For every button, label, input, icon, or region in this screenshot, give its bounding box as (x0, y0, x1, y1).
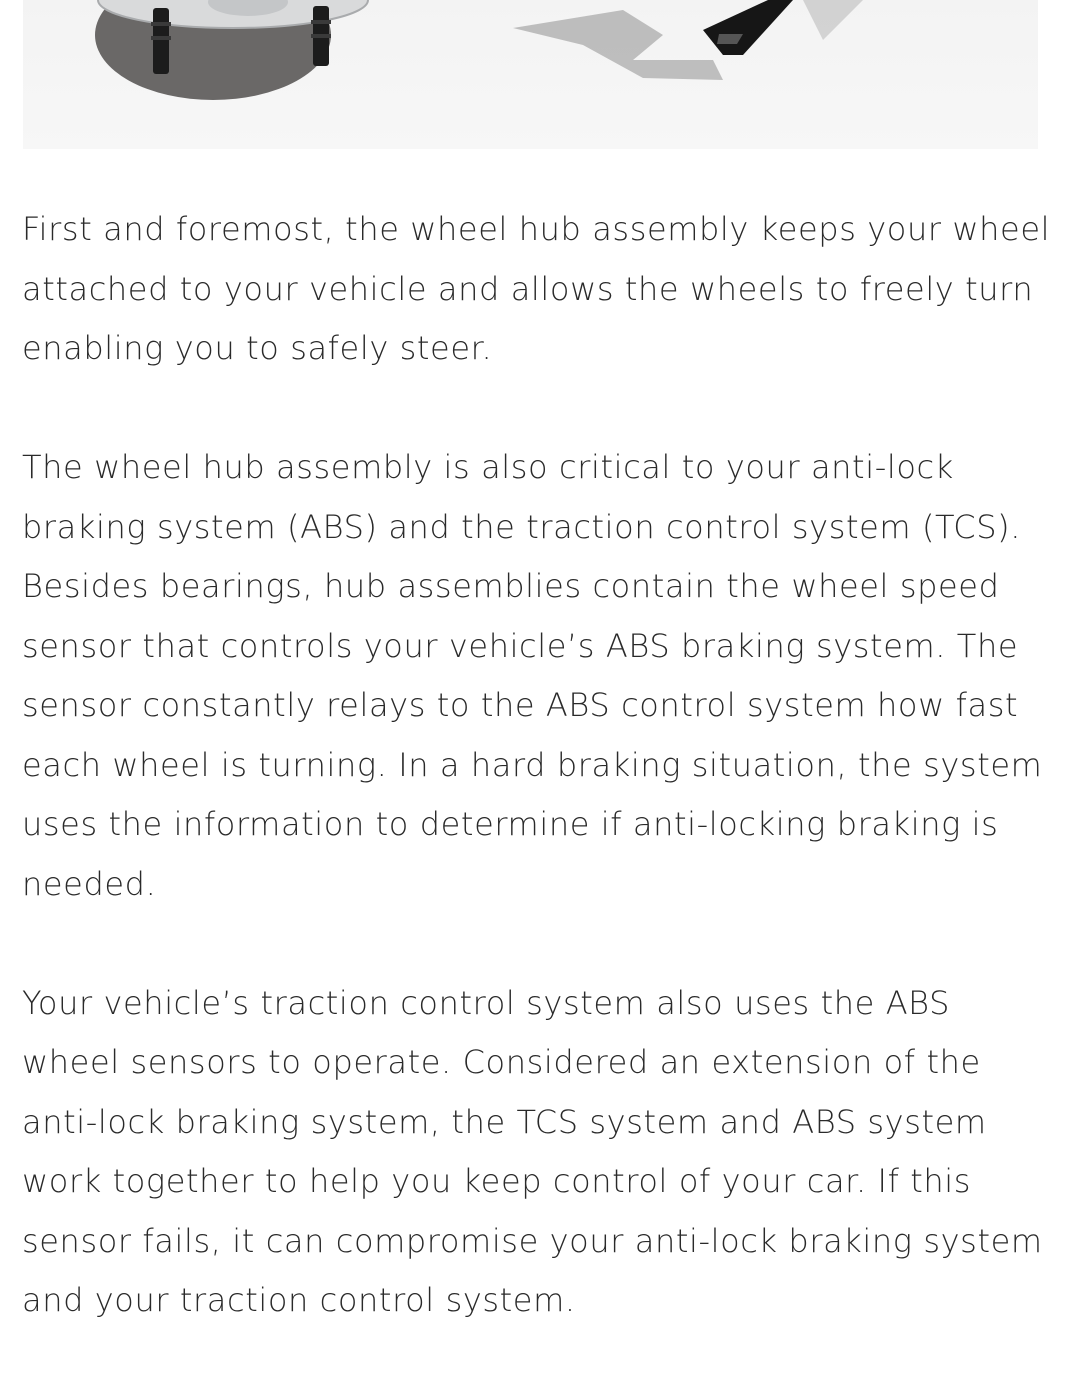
paragraph-tcs: Your vehicle’s traction control system also uses the ABS wheel sensors to operate. Considered an extension of the anti-lock braking system, the TCS system and ABS system work together to help you keep control of your car. If this sensor fails, it can compromise your anti-lock braking system and your traction control system. (22, 983, 1043, 1319)
wheel-hub-photo (23, 0, 1038, 149)
wheel-speed-sensor (703, 0, 793, 55)
sensor-shadow (513, 10, 723, 80)
paragraph-intro: First and foremost, the wheel hub assembly keeps your wheel attached to your vehicle and allows the wheels to freely turn enabling you to safely steer. (22, 210, 1051, 367)
lug-stud (153, 8, 169, 74)
article-body (22, 200, 1052, 1390)
wheel-hub-illustration (23, 0, 1038, 149)
paragraph-abs: The wheel hub assembly is also critical to your anti-lock braking system (ABS) and the traction control system (TCS). Besides bearings, hub assemblies contain the wheel speed sensor that controls your vehicle’s ABS braking system. The sensor constantly relays to the ABS control system how fast each wheel is turning. In a hard braking situation, the system uses the information to determine if anti-locking braking is needed. (22, 448, 1043, 903)
